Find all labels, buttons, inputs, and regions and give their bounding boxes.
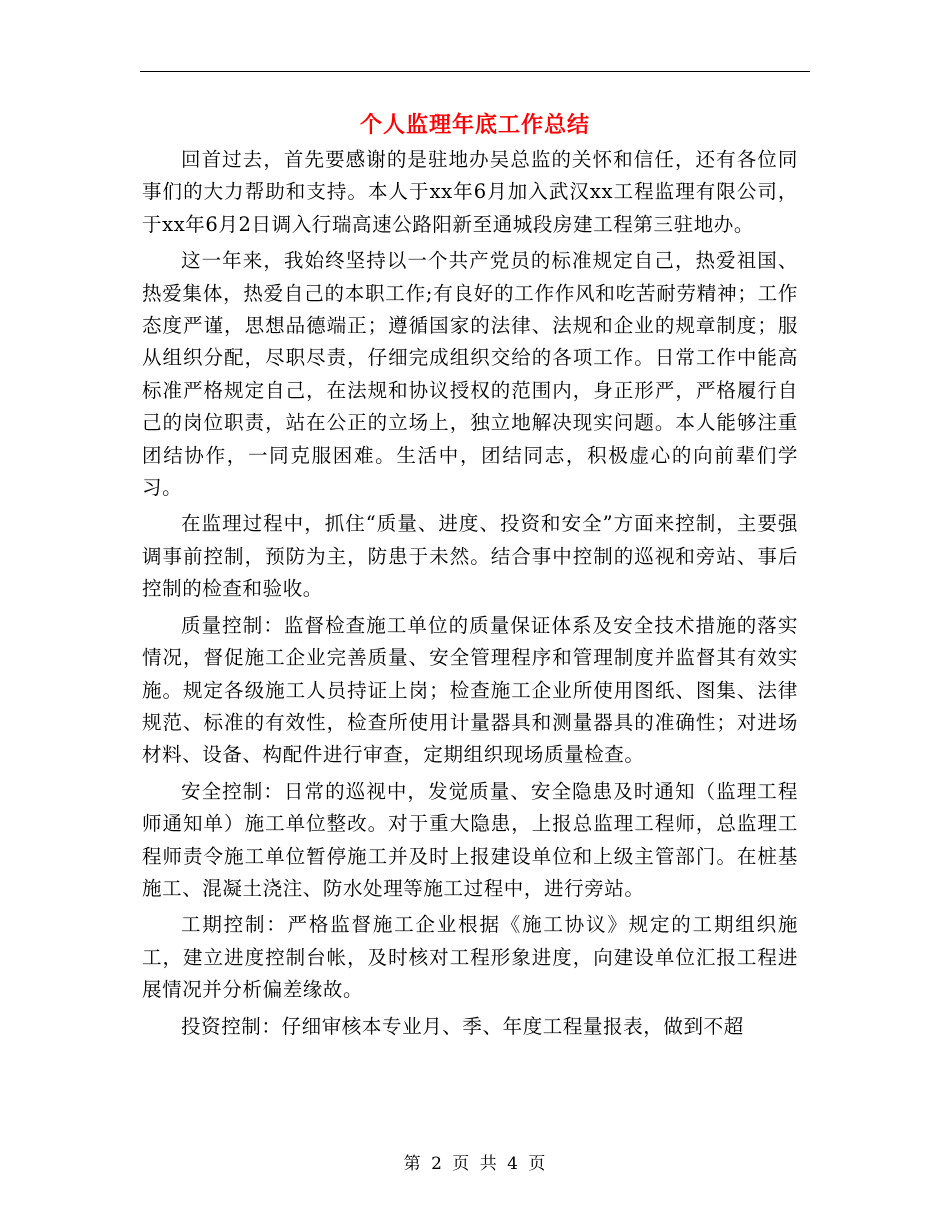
paragraph-quality-control: 质量控制：监督检查施工单位的质量保证体系及安全技术措施的落实情况，督促施工企业完善质量、安全管理程序和管理制度并监督其有效实施。规定各级施工人员持证上岗；检查施工企业所使用图纸、图集、法律规范、标准的有效性，检查所使用计量器具和测量器具的准确性；对进场材料、设备、构配件进行审查，定期组织现场质量检查。 [142, 613, 798, 767]
paragraph-year-review: 这一年来，我始终坚持以一个共产党员的标准规定自己，热爱祖国、热爱集体，热爱自己的本职工作;有良好的工作作风和吃苦耐劳精神；工作态度严谨，思想品德端正；遵循国家的法律、法规和企业的规章制度；服从组织分配，尽职尽责，仔细完成组织交给的各项工作。日常工作中能高标准严格规定自己，在法规和协议授权的范围内，身正形严，严格履行自己的岗位职责，站在公正的立场上，独立地解决现实问题。本人能够注重团结协作，一同克服困难。生活中，团结同志，积极虚心的向前辈们学习。 [142, 249, 798, 500]
paragraph-investment-control: 投资控制：仔细审核本专业月、季、年度工程量报表，做到不超 [181, 1014, 744, 1038]
document-body [142, 144, 798, 1047]
paragraph-schedule-control: 工期控制：严格监督施工企业根据《施工协议》规定的工期组织施工，建立进度控制台帐，及时核对工程形象进度，向建设单位汇报工程进展情况并分析偏差缘故。 [142, 913, 798, 1002]
paragraph-supervision: 在监理过程中，抓住“质量、进度、投资和安全”方面来控制，主要强调事前控制，预防为主，防患于未然。结合事中控制的巡视和旁站、事后控制的检查和验收。 [142, 512, 798, 601]
page-number: 第 2 页 共 4 页 [403, 1154, 547, 1174]
paragraph-intro: 回首过去，首先要感谢的是驻地办吴总监的关怀和信任，还有各位同事们的大力帮助和支持。本人于xx年6月加入武汉xx工程监理有限公司，于xx年6月2日调入行瑞高速公路阳新至通城段房建工程第三驻地办。 [142, 148, 798, 236]
header-rule [140, 71, 810, 72]
paragraph-safety-control: 安全控制：日常的巡视中，发觉质量、安全隐患及时通知（监理工程师通知单）施工单位整改。对于重大隐患，上报总监理工程师，总监理工程师责令施工单位暂停施工并及时上报建设单位和上级主管部门。在桩基施工、混凝土浇注、防水处理等施工过程中，进行旁站。 [142, 779, 798, 900]
document-title: 个人监理年底工作总结 [359, 112, 590, 138]
